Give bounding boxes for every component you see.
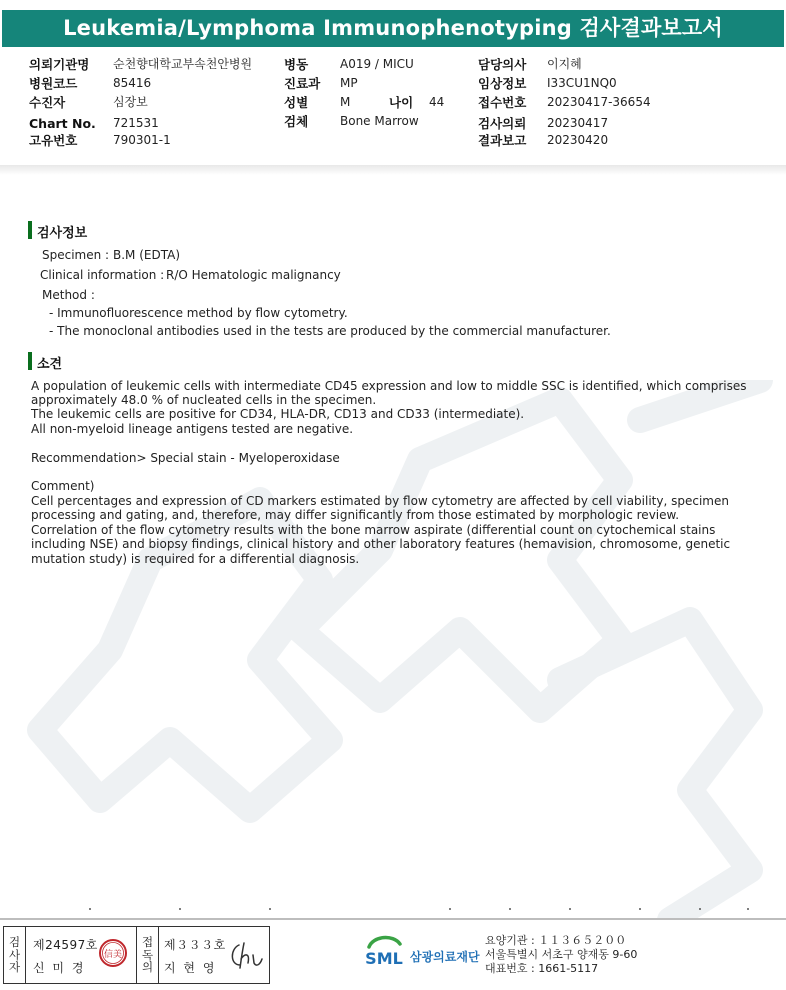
inspector-label: 검 사 자 — [8, 935, 21, 975]
comment-paragraph: Cell percentages and expression of CD markers estimated by flow cytometry are affected by cell viability, specimen processing and gating, and, therefore, may differ significantly from those estimated by morphologic review. — [31, 494, 729, 523]
institution-label: 의뢰기관명 — [29, 57, 90, 72]
specimen-type-label: 검체 — [284, 114, 309, 129]
specimen-value: B.M (EDTA) — [113, 248, 181, 262]
svg-text:SML: SML — [365, 949, 403, 968]
organization-phone: 대표번호 : 1661-5117 — [485, 962, 599, 975]
unique-id-label: 고유번호 — [29, 133, 78, 148]
clinical-info-label: 임상정보 — [478, 76, 527, 91]
report-date-label: 결과보고 — [478, 133, 527, 148]
specimen-label: Specimen : — [42, 248, 110, 262]
specimen-type-value: Bone Marrow — [340, 114, 419, 128]
chart-no-label: Chart No. — [29, 116, 96, 131]
age-label: 나이 — [389, 95, 414, 110]
comment-paragraph: Correlation of the flow cytometry results with the bone marrow aspirate (differential count on cytochemical stains including NSE) and biopsy findings, clinical history and other laboratory features (hemavision, chromosome, genetic mutation study) is required for a differential diagnosis. — [31, 523, 731, 566]
inspector-name: 신 미 경 — [33, 961, 86, 975]
findings-heading-text: 소견 — [37, 357, 63, 372]
hospital-code-value: 85416 — [113, 76, 152, 90]
footer-dotted-line — [0, 906, 786, 912]
institution-code: 요양기관 : １１３６５２００ — [485, 934, 627, 947]
department-label: 진료과 — [284, 76, 321, 91]
sml-logo-icon — [363, 931, 405, 971]
organization-address: 서울특별시 서초구 양재동 9-60 — [485, 948, 638, 961]
inspector-license: 제24597호 — [33, 938, 98, 952]
test-info-heading-text: 검사정보 — [37, 226, 88, 241]
comment-label: Comment) — [31, 479, 95, 493]
ward-label: 병동 — [284, 57, 309, 72]
findings-paragraph: All non-myeloid lineage antigens tested are negative. — [31, 422, 354, 436]
request-date-value: 20230417 — [547, 116, 609, 130]
clinical-information-value: R/O Hematologic malignancy — [166, 268, 341, 282]
receipt-no-label: 접수번호 — [478, 95, 527, 110]
report-date-value: 20230420 — [547, 133, 609, 147]
patient-label: 수진자 — [29, 95, 66, 110]
doctor-value: 이지혜 — [547, 57, 582, 71]
report-title: Leukemia/Lymphoma Immunophenotyping 검사결과보고서 — [2, 10, 784, 47]
recommendation: Recommendation> Special stain - Myeloperoxidase — [31, 451, 340, 465]
section-marker — [28, 221, 32, 239]
receipt-no-value: 20230417-36654 — [547, 95, 651, 109]
approver-license: 제３３３호 — [164, 938, 226, 952]
request-date-label: 검사의뢰 — [478, 116, 527, 131]
findings-paragraph: The leukemic cells are positive for CD34, HLA-DR, CD13 and CD33 (intermediate). — [31, 407, 525, 421]
method-item: - The monoclonal antibodies used in the tests are produced by the commercial manufacturer. — [49, 324, 611, 338]
chart-no-value: 721531 — [113, 116, 159, 130]
method-item: - Immunofluorescence method by flow cytometry. — [49, 306, 348, 320]
clinical-information-label: Clinical information : — [40, 268, 165, 282]
age-value: 44 — [429, 95, 445, 109]
inspector-seal — [98, 938, 128, 968]
approver-label: 접 독 의 — [141, 935, 154, 975]
unique-id-value: 790301-1 — [113, 133, 171, 147]
section-marker — [28, 352, 32, 370]
hospital-code-label: 병원코드 — [29, 76, 78, 91]
department-value: MP — [340, 76, 358, 90]
header-separator — [0, 165, 786, 175]
approver-signature — [226, 935, 266, 975]
institution-value: 순천향대학교부속천안병원 — [113, 57, 253, 71]
sex-value: M — [340, 95, 351, 109]
footer-divider — [0, 918, 786, 920]
method-label: Method : — [42, 288, 95, 302]
clinical-info-value: I33CU1NQ0 — [547, 76, 617, 90]
findings-paragraph: A population of leukemic cells with intermediate CD45 expression and low to middle SSC is identified, which comprises approximately 48.0 % of nucleated cells in the specimen. — [31, 379, 747, 408]
svg-text:信美: 信美 — [103, 950, 123, 960]
ward-value: A019 / MICU — [340, 57, 414, 71]
sex-label: 성별 — [284, 95, 309, 110]
organization-name: 삼광의료재단 — [410, 950, 480, 964]
doctor-label: 담당의사 — [478, 57, 527, 72]
signature-box — [3, 926, 270, 984]
approver-name: 지 현 영 — [164, 961, 217, 975]
patient-value: 심장보 — [113, 95, 148, 109]
